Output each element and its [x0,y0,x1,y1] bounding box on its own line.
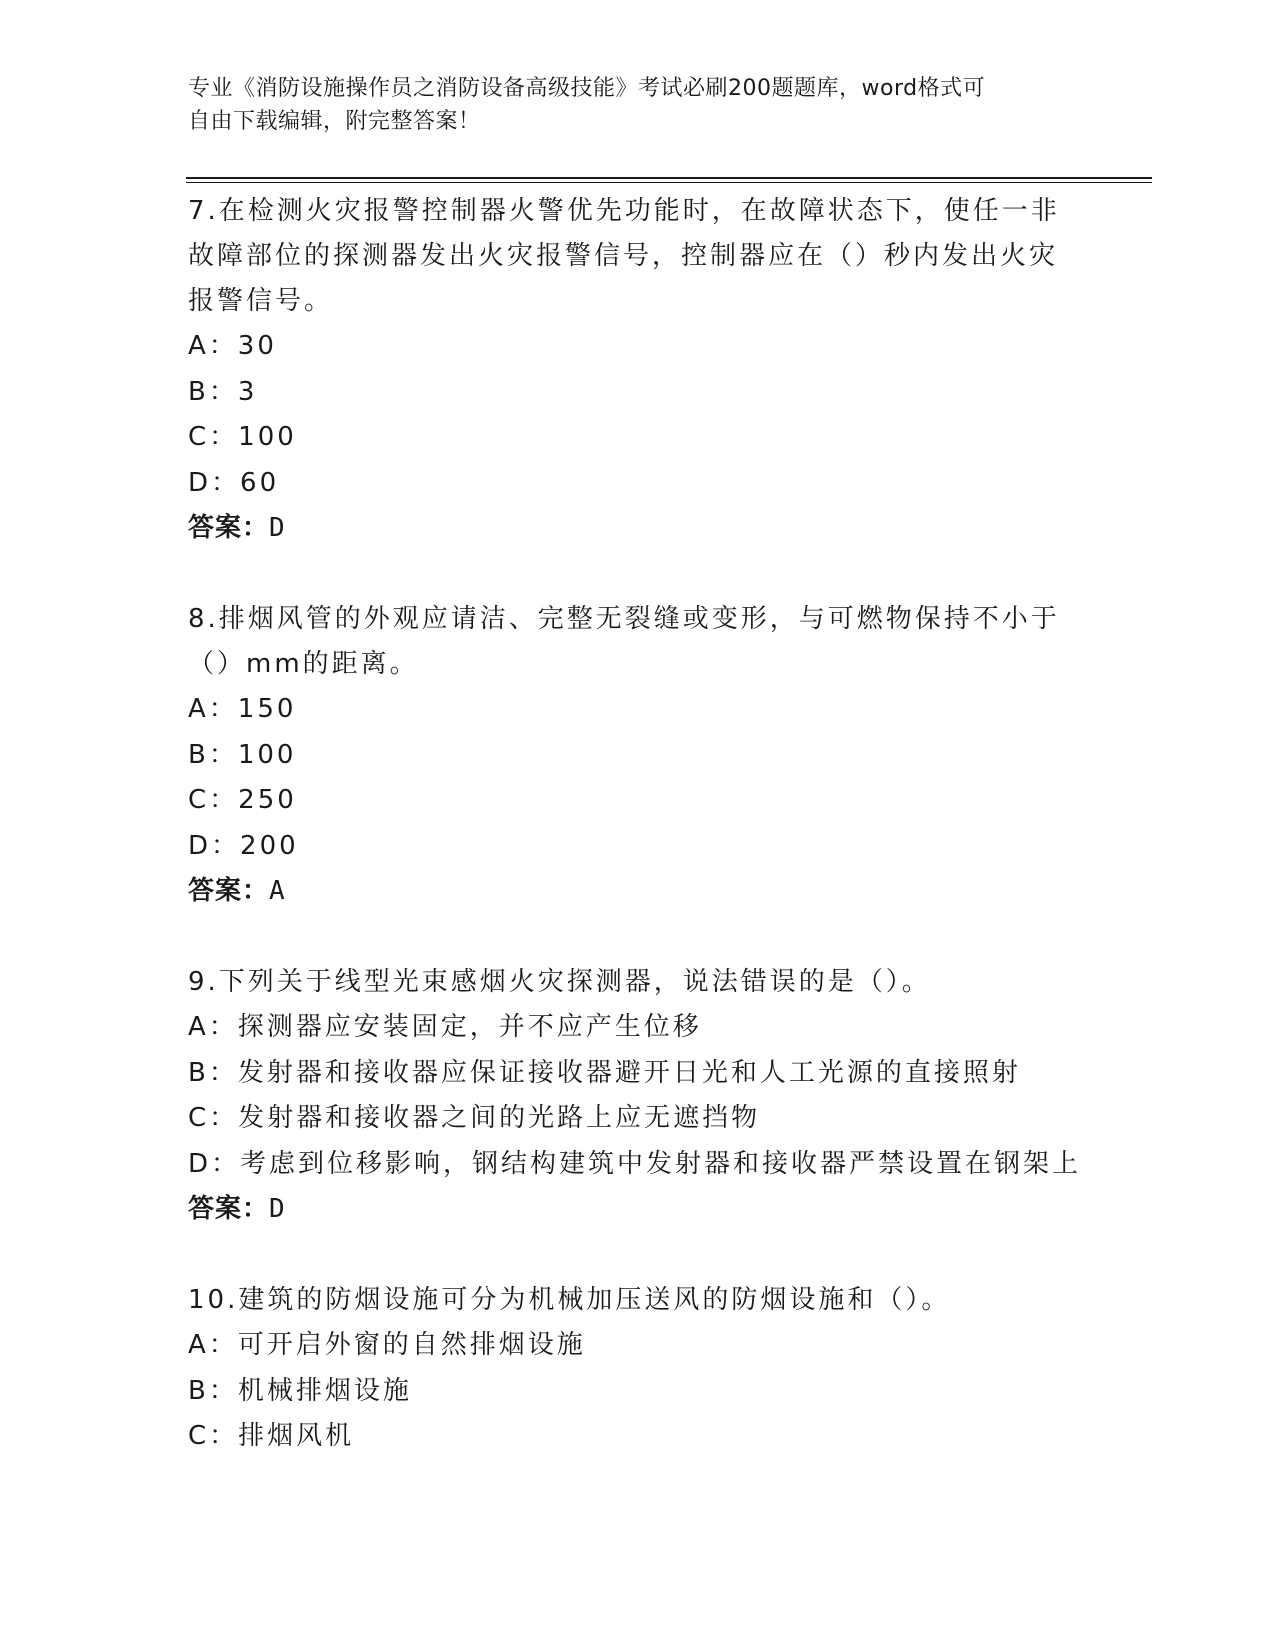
option-a: A：可开启外窗的自然排烟设施 [188,1330,586,1360]
option-d: D：60 [188,467,280,498]
document-header [188,72,1068,138]
question-9 [188,960,1088,1232]
question-text-line: 故障部位的探测器发出火灾报警信号，控制器应在（）秒内发出火灾 [188,241,1059,271]
answer-value: A [269,876,286,906]
header-rule-thin [186,182,1152,183]
answer-label: 答案： [188,876,270,906]
answer-label: 答案： [188,1194,270,1224]
header-line-1: 专业《消防设施操作员之消防设备高级技能》考试必刷200题题库，word格式可 [188,76,986,101]
answer [188,506,1088,551]
question-text-line: 10.建筑的防烟设施可分为机械加压送风的防烟设施和（）。 [188,1285,951,1315]
question-list [188,189,1088,1506]
option-b: B：机械排烟设施 [188,1375,412,1406]
option-d: D：考虑到位移影响，钢结构建筑中发射器和接收器严禁设置在钢架上 [188,1148,1082,1179]
option-b: B：100 [188,739,297,770]
option-a: A：150 [188,694,297,724]
answer-label: 答案： [188,513,270,543]
header-line-2: 自由下载编辑，附完整答案！ [188,109,481,134]
question-text-line: （）mm的距离。 [188,649,419,679]
option-b: B：发射器和接收器应保证接收器避开日光和人工光源的直接照射 [188,1057,1021,1088]
question-text-line: 报警信号。 [188,286,334,316]
answer-value: D [269,513,286,543]
option-a: A：30 [188,331,277,361]
question-10 [188,1278,1088,1460]
option-c: C：250 [188,785,297,815]
question-8 [188,597,1088,914]
header-rule-thick [186,177,1152,179]
option-c: C：100 [188,422,297,452]
option-c: C：排烟风机 [188,1421,355,1451]
answer-value: D [269,1194,286,1224]
option-c: C：发射器和接收器之间的光路上应无遮挡物 [188,1103,761,1133]
option-b: B：3 [188,376,258,407]
answer [188,1187,1088,1232]
question-text-line: 9.下列关于线型光束感烟火灾探测器，说法错误的是（）。 [188,967,931,997]
option-a: A：探测器应安装固定，并不应产生位移 [188,1012,702,1042]
question-text-line: 7.在检测火灾报警控制器火警优先功能时，在故障状态下，使任一非 [188,196,1060,226]
question-text-line: 8.排烟风管的外观应请洁、完整无裂缝或变形，与可燃物保持不小于 [188,604,1060,634]
question-7 [188,189,1088,551]
answer [188,869,1088,914]
option-d: D：200 [188,830,299,861]
